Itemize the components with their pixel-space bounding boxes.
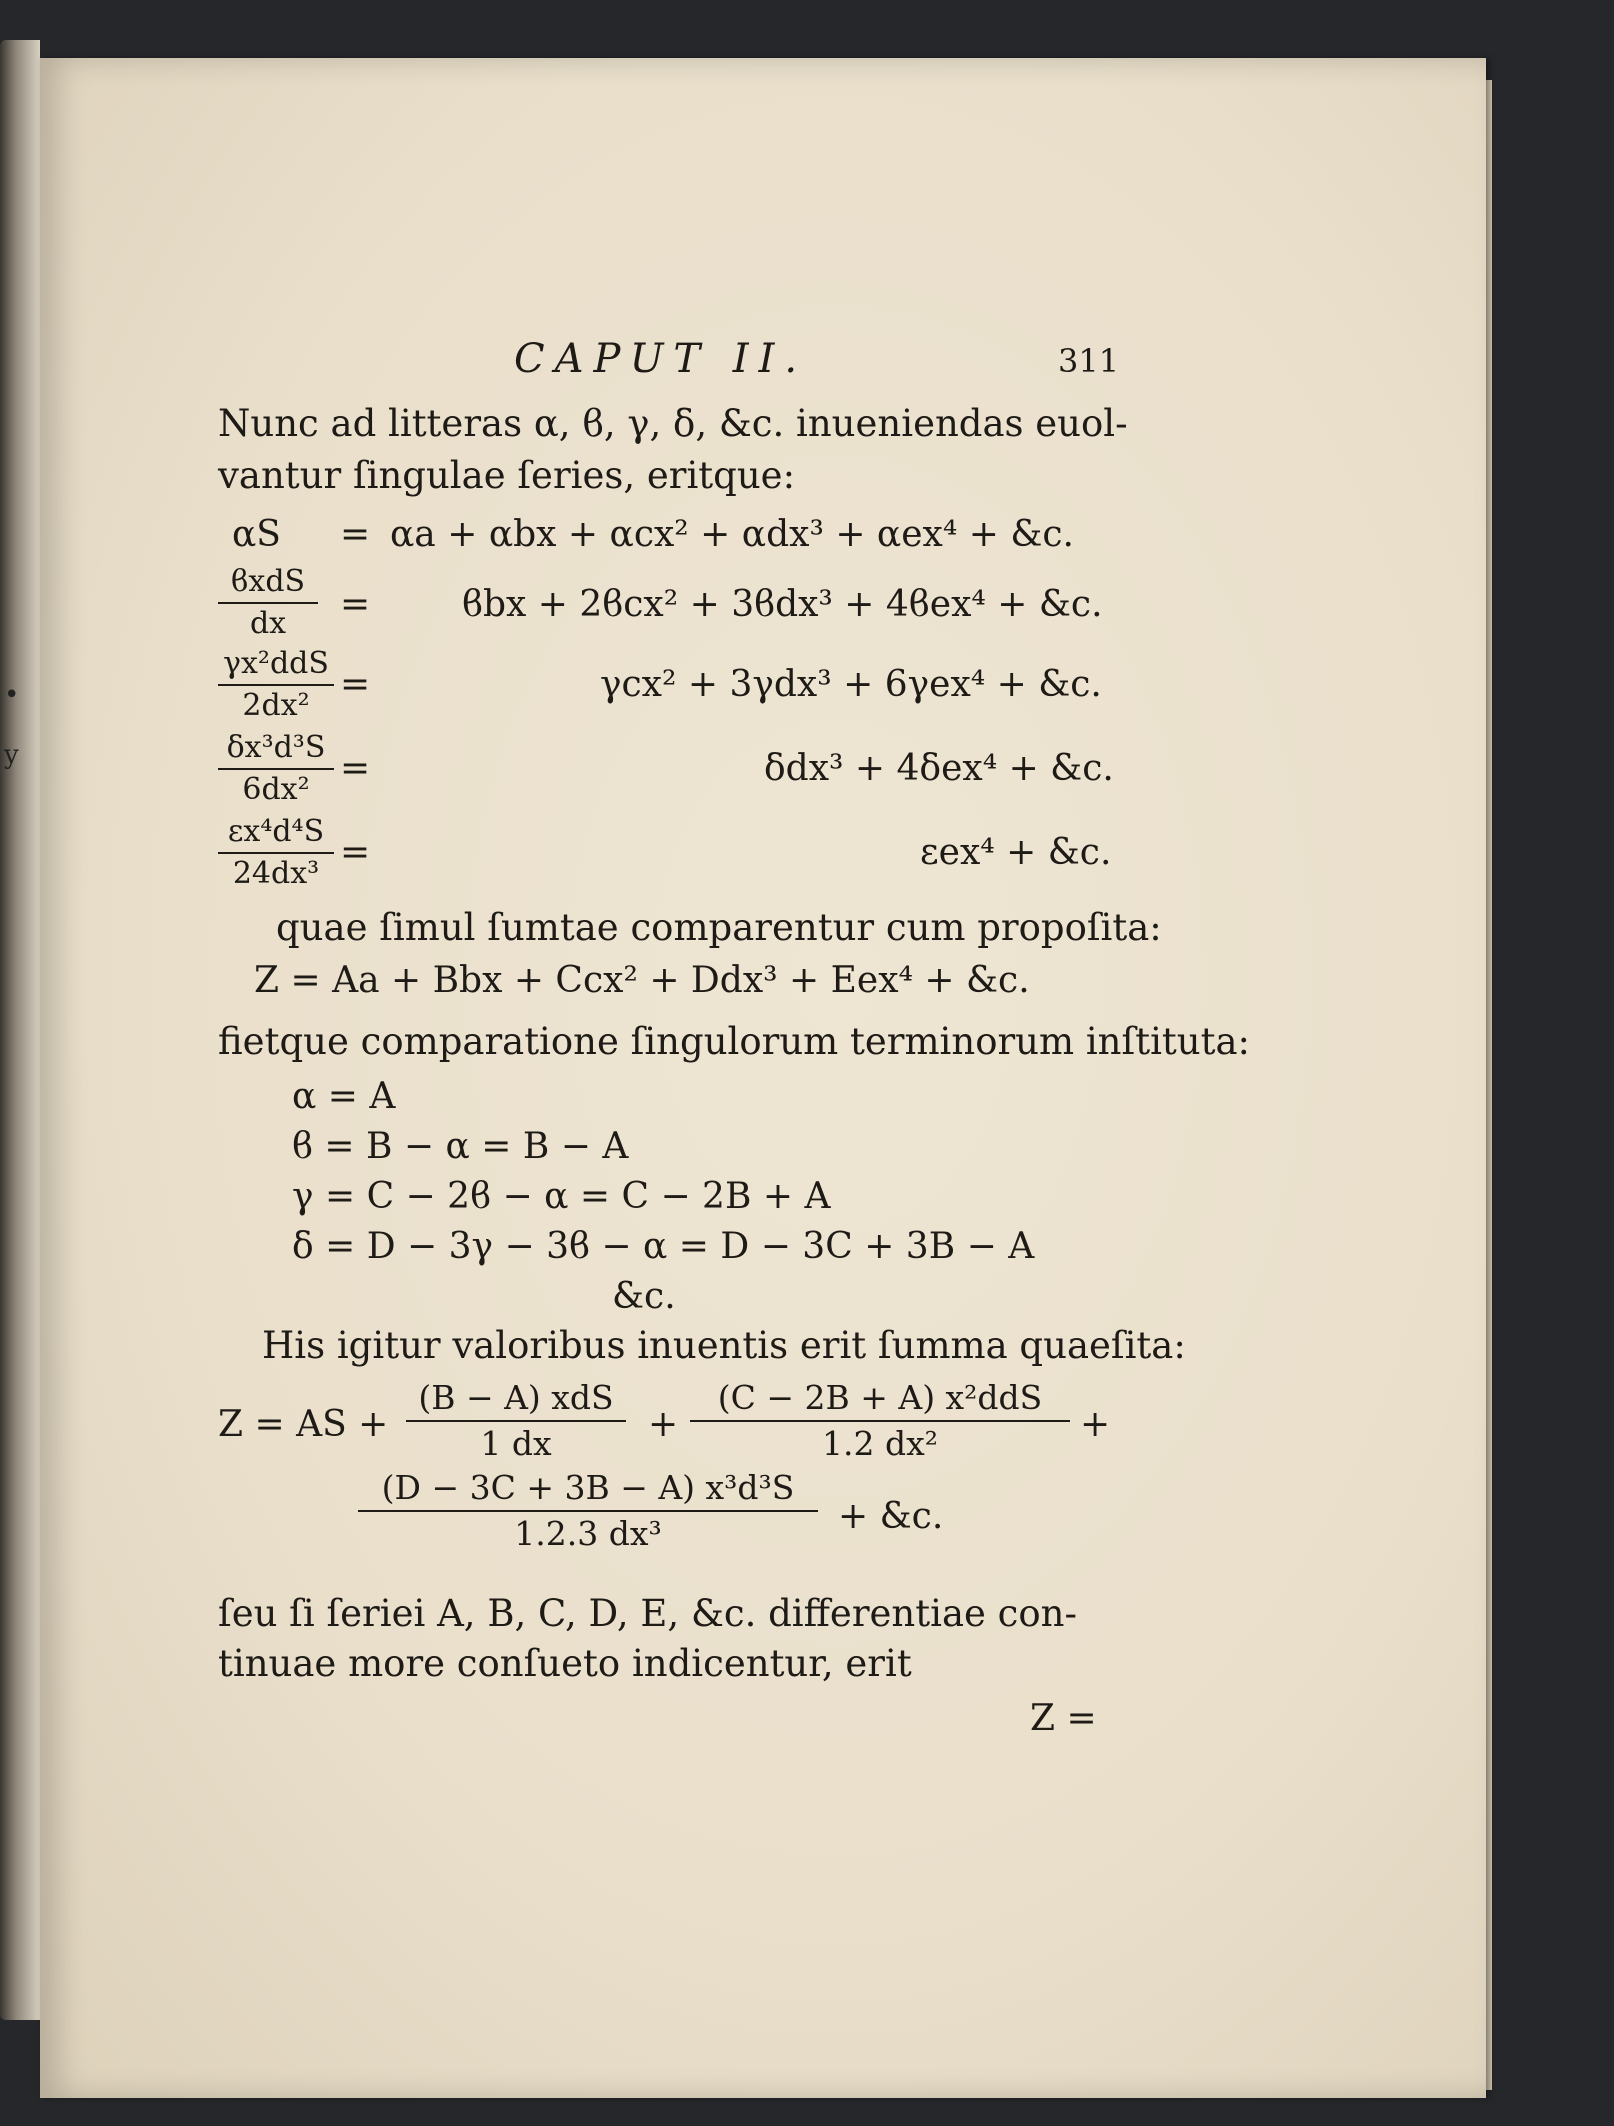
text-line: tinuae more conſueto indicentur, erit [218, 1642, 912, 1685]
fraction-bar [218, 852, 334, 854]
equals-sign: = [340, 748, 371, 789]
fraction-denominator: 24dx³ [232, 856, 320, 891]
equals-sign: = [340, 584, 371, 625]
fraction-numerator: (C − 2B + A) x²ddS [717, 1378, 1043, 1417]
fraction-numerator: (B − A) xdS [418, 1378, 614, 1417]
running-title: CAPUT II. [514, 336, 808, 382]
fraction-denominator: dx [249, 606, 287, 641]
sum-term-1 [406, 1378, 626, 1464]
coefficient-value: δ = D − 3γ − 3ϐ − α = D − 3C + 3B − A [292, 1226, 1035, 1267]
plus-sign: + [648, 1404, 679, 1445]
sum-term-3 [358, 1468, 818, 1554]
fraction-numerator: (D − 3C + 3B − A) x³d³S [381, 1468, 795, 1507]
equals-sign: = [340, 514, 371, 555]
margin-mark: • [4, 680, 20, 710]
series-lhs-fraction [218, 646, 334, 724]
etc: &c. [612, 1276, 676, 1317]
intro-line: Nunc ad litteras α, ϐ, γ, δ, &c. inueniendas euol- [218, 402, 1128, 445]
facing-page-edge [0, 40, 40, 2020]
fraction-numerator: ϐxdS [230, 564, 306, 599]
series-rhs: δdx³ + 4δex⁴ + &c. [764, 748, 1114, 789]
coefficient-value: ϐ = B − α = B − A [292, 1126, 629, 1167]
intro-line: vantur ſingulae ſeries, eritque: [218, 454, 796, 497]
fraction-bar [218, 684, 334, 686]
series-rhs: ϐbx + 2ϐcx² + 3ϐdx³ + 4ϐex⁴ + &c. [462, 584, 1103, 625]
text-line: quae ſimul ſumtae comparentur cum propoſita: [276, 906, 1162, 949]
fraction-bar [690, 1420, 1070, 1422]
fraction-numerator: γx²ddS [223, 646, 329, 681]
page-number: 311 [1058, 342, 1120, 380]
series-rhs: γcx² + 3γdx³ + 6γex⁴ + &c. [600, 664, 1102, 705]
fraction-denominator: 2dx² [242, 688, 310, 723]
fraction-numerator: δx³d³S [226, 730, 326, 765]
series-lhs-fraction [218, 814, 334, 892]
text-line: His igitur valoribus inuentis erit ſumma quaeſita: [262, 1324, 1186, 1367]
sum-lhs: Z = AS + [218, 1404, 389, 1445]
catchword: Z = [1030, 1698, 1097, 1739]
fraction-bar [218, 602, 318, 604]
page-edge [1486, 80, 1492, 2090]
fraction-numerator: εx⁴d⁴S [227, 814, 325, 849]
fraction-denominator: 1 dx [480, 1424, 552, 1463]
text-line: fietque comparatione ſingulorum terminorum inſtituta: [218, 1020, 1250, 1063]
fraction-bar [406, 1420, 626, 1422]
fraction-denominator: 1.2 dx² [822, 1424, 938, 1463]
given-series-equation: Z = Aa + Bbx + Ccx² + Ddx³ + Eex⁴ + &c. [254, 960, 1030, 1001]
series-lhs-fraction [218, 730, 334, 808]
sum-tail: + &c. [838, 1496, 944, 1537]
series-lhs-fraction [218, 564, 318, 642]
fraction-denominator: 1.2.3 dx³ [514, 1514, 662, 1553]
fraction-bar [218, 768, 334, 770]
series-lhs: αS [232, 514, 281, 555]
series-rhs: αa + αbx + αcx² + αdx³ + αex⁴ + &c. [390, 514, 1074, 555]
coefficient-value: α = A [292, 1076, 396, 1117]
series-rhs: εex⁴ + &c. [920, 832, 1112, 873]
book-page [40, 58, 1486, 2098]
coefficient-value: γ = C − 2ϐ − α = C − 2B + A [292, 1176, 831, 1217]
equals-sign: = [340, 664, 371, 705]
fraction-bar [358, 1510, 818, 1512]
equals-sign: = [340, 832, 371, 873]
sum-term-2 [690, 1378, 1070, 1464]
text-line: ſeu ſi ſeriei A, B, C, D, E, &c. differentiae con- [218, 1592, 1077, 1635]
plus-sign: + [1080, 1404, 1111, 1445]
margin-mark: y [4, 740, 19, 770]
fraction-denominator: 6dx² [242, 772, 310, 807]
